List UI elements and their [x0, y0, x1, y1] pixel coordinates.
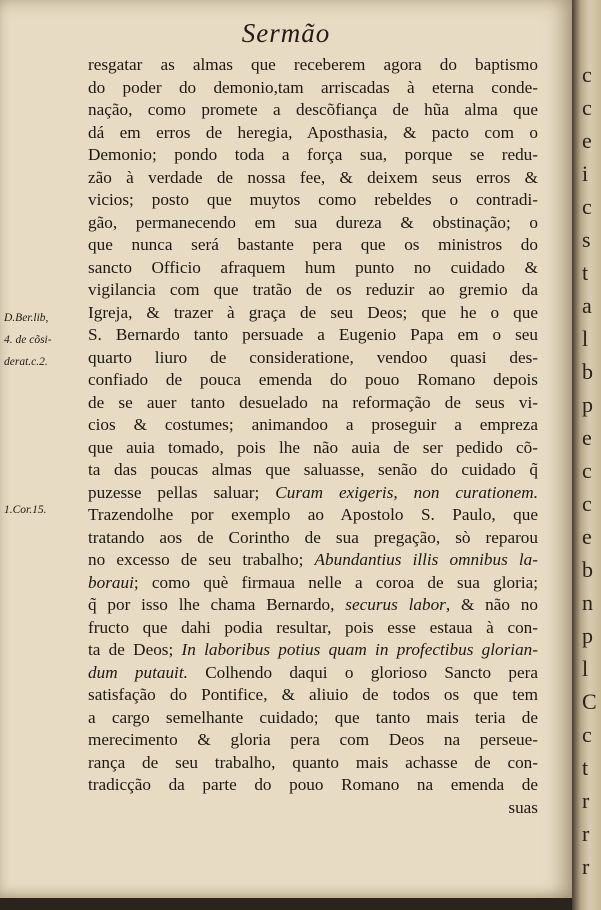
next-page-letter: e: [582, 524, 592, 549]
margin-note-bernardo-3: derat.c.2.: [4, 356, 48, 368]
next-page-edge: [572, 0, 601, 910]
text-segment: Igreja, & trazer à graça de seu Deos; que he o que: [88, 302, 538, 322]
next-page-letter: C: [582, 689, 597, 714]
text-line: [88, 437, 538, 460]
latin-quote: securus labor: [345, 595, 446, 614]
text-line: [88, 302, 538, 325]
text-segment: nação, como promete a descõfiança de hũa alma que: [88, 100, 538, 119]
text-line: [88, 99, 538, 122]
text-line: [88, 392, 538, 415]
text-segment: S. Bernardo tanto persuade a Eugenio Papa em o seu: [88, 325, 538, 344]
margin-note-corinthians: 1.Cor.15.: [4, 504, 47, 516]
text-line: [88, 167, 538, 190]
text-line: [88, 257, 538, 280]
text-line: [88, 414, 538, 437]
next-page-letter: r: [582, 821, 590, 846]
text-line: [88, 527, 538, 550]
text-line: [88, 662, 538, 685]
text-line: [88, 77, 538, 100]
text-segment: ; como què firmaua nelle a coroa de sua gloria;: [133, 572, 538, 592]
latin-quote: In laboribus potius quam in profectibus glorian-: [181, 640, 538, 659]
text-segment: gão, permanecendo em sua dureza & obstinação; o: [88, 212, 538, 232]
text-segment: satisfação do Pontifice, & aliuio de todos os que tem: [88, 685, 538, 704]
next-page-letter: i: [582, 161, 589, 186]
text-segment: rança de seu trabalho, quanto mais achasse de con-: [88, 752, 538, 772]
next-page-letter: c: [582, 722, 592, 747]
latin-quote: dum putauit.: [88, 662, 188, 682]
next-page-letter: r: [582, 788, 590, 813]
text-line: [88, 189, 538, 212]
next-page-letter: t: [582, 755, 589, 780]
next-page-letter: e: [582, 128, 592, 153]
next-page-letter: b: [582, 359, 593, 384]
next-page-letter: p: [582, 392, 593, 417]
text-segment: , & não no: [445, 595, 538, 614]
text-segment: de se auer tanto desuelado na reformação de seus vi-: [88, 392, 538, 412]
text-segment: dá em erros de heregia, Aposthasia, & pacto com o: [88, 122, 538, 142]
text-segment: sancto Officio afraquem hum punto no cuidado &: [88, 257, 538, 277]
text-line: [88, 459, 538, 482]
text-line: [88, 752, 538, 775]
next-page-letter: r: [582, 854, 590, 879]
text-line: [88, 54, 538, 77]
next-page-letter: c: [582, 194, 592, 219]
text-segment: q̃ por isso lhe chama Bernardo,: [88, 595, 346, 614]
text-segment: cios & costumes; animandoo a proseguir a empreza: [88, 415, 538, 434]
text-segment: merecimento & gloria pera com Deos na perseue-: [88, 730, 538, 749]
next-page-letter: p: [582, 623, 593, 648]
text-line: [88, 324, 538, 347]
text-line: [88, 369, 538, 392]
running-head: Sermão: [241, 18, 331, 48]
text-line: [88, 729, 538, 752]
text-line: [88, 617, 538, 640]
text-segment: ta de Deos;: [88, 640, 182, 659]
next-page-letter: t: [582, 260, 589, 285]
text-segment: vigilancia com que tratão de os reduzir ao gremio da: [88, 280, 538, 299]
text-line: [88, 594, 538, 617]
text-line: [88, 572, 538, 595]
text-segment: tradicção da parte do pouo Romano na emenda de: [88, 775, 538, 794]
text-segment: suas: [508, 797, 538, 817]
text-line: [88, 797, 538, 820]
text-line: [88, 639, 538, 662]
next-page-letter: l: [582, 326, 589, 351]
next-page-letter: a: [582, 293, 592, 318]
next-page-letter: e: [582, 425, 592, 450]
margin-note-bernardo-1: D.Ber.lib,: [4, 312, 49, 324]
next-page-letter: c: [582, 95, 592, 120]
text-line: [88, 504, 538, 527]
text-line: [88, 347, 538, 370]
text-line: [88, 122, 538, 145]
text-segment: ta das poucas almas que saluasse, senão do cuidado q̃: [88, 460, 538, 479]
text-segment: resgatar as almas que receberem agora do baptismo: [88, 55, 538, 74]
next-page-letter: c: [582, 491, 592, 516]
next-page-letter: c: [582, 62, 592, 87]
text-line: [88, 279, 538, 302]
next-page-letter: n: [582, 590, 593, 615]
latin-quote: Abundantius illis omnibus la-: [314, 550, 538, 569]
text-line: [88, 482, 538, 505]
text-segment: que nunca será bastante pera que os ministros do: [88, 235, 538, 254]
text-segment: confiado de pouca emenda do pouo Romano depois: [88, 370, 538, 389]
next-page-letter: c: [582, 458, 592, 483]
text-segment: zão à verdade de nossa fee, & deixem seus erros &: [88, 167, 538, 187]
text-line: [88, 549, 538, 572]
text-line: [88, 774, 538, 797]
text-segment: no excesso de seu trabalho;: [88, 550, 315, 569]
latin-quote: boraui: [88, 572, 134, 592]
text-segment: que auia tomado, pois lhe não auia de ser pedido cõ-: [88, 437, 538, 457]
sermon-body-text: [88, 54, 538, 819]
text-line: [88, 234, 538, 257]
text-line: [88, 684, 538, 707]
next-page-letter: s: [582, 227, 591, 252]
text-segment: vicios; posto que muytos como rebeldes o contradi-: [88, 190, 538, 209]
text-segment: puzesse pellas saluar;: [88, 482, 276, 502]
text-segment: do poder do demonio,tam arriscadas à eterna conde-: [88, 77, 538, 97]
text-segment: Colhendo daqui o glorioso Sancto pera: [187, 662, 538, 682]
next-page-letter: l: [582, 656, 589, 681]
text-segment: quarto liuro de consideratione, vendoo quasi des-: [88, 347, 538, 367]
text-segment: a cargo semelhante cuidado; que tanto mais teria de: [88, 707, 538, 727]
latin-quote: Curam exigeris, non curationem.: [275, 482, 538, 502]
text-segment: fructo que dahi podia resultar, pois esse estaua à con-: [88, 617, 538, 637]
text-line: [88, 212, 538, 235]
text-segment: Demonio; pondo toda a força sua, porque se redu-: [88, 145, 538, 164]
book-bottom-shadow: [0, 898, 572, 910]
text-line: [88, 707, 538, 730]
text-segment: tratando aos de Corintho de sua pregação, sò reparou: [88, 527, 538, 547]
text-segment: Trazendolhe por exemplo ao Apostolo S. Paulo, que: [88, 505, 538, 524]
next-page-letter: b: [582, 557, 593, 582]
margin-note-bernardo-2: 4. de cõsi-: [4, 334, 52, 346]
text-line: [88, 144, 538, 167]
